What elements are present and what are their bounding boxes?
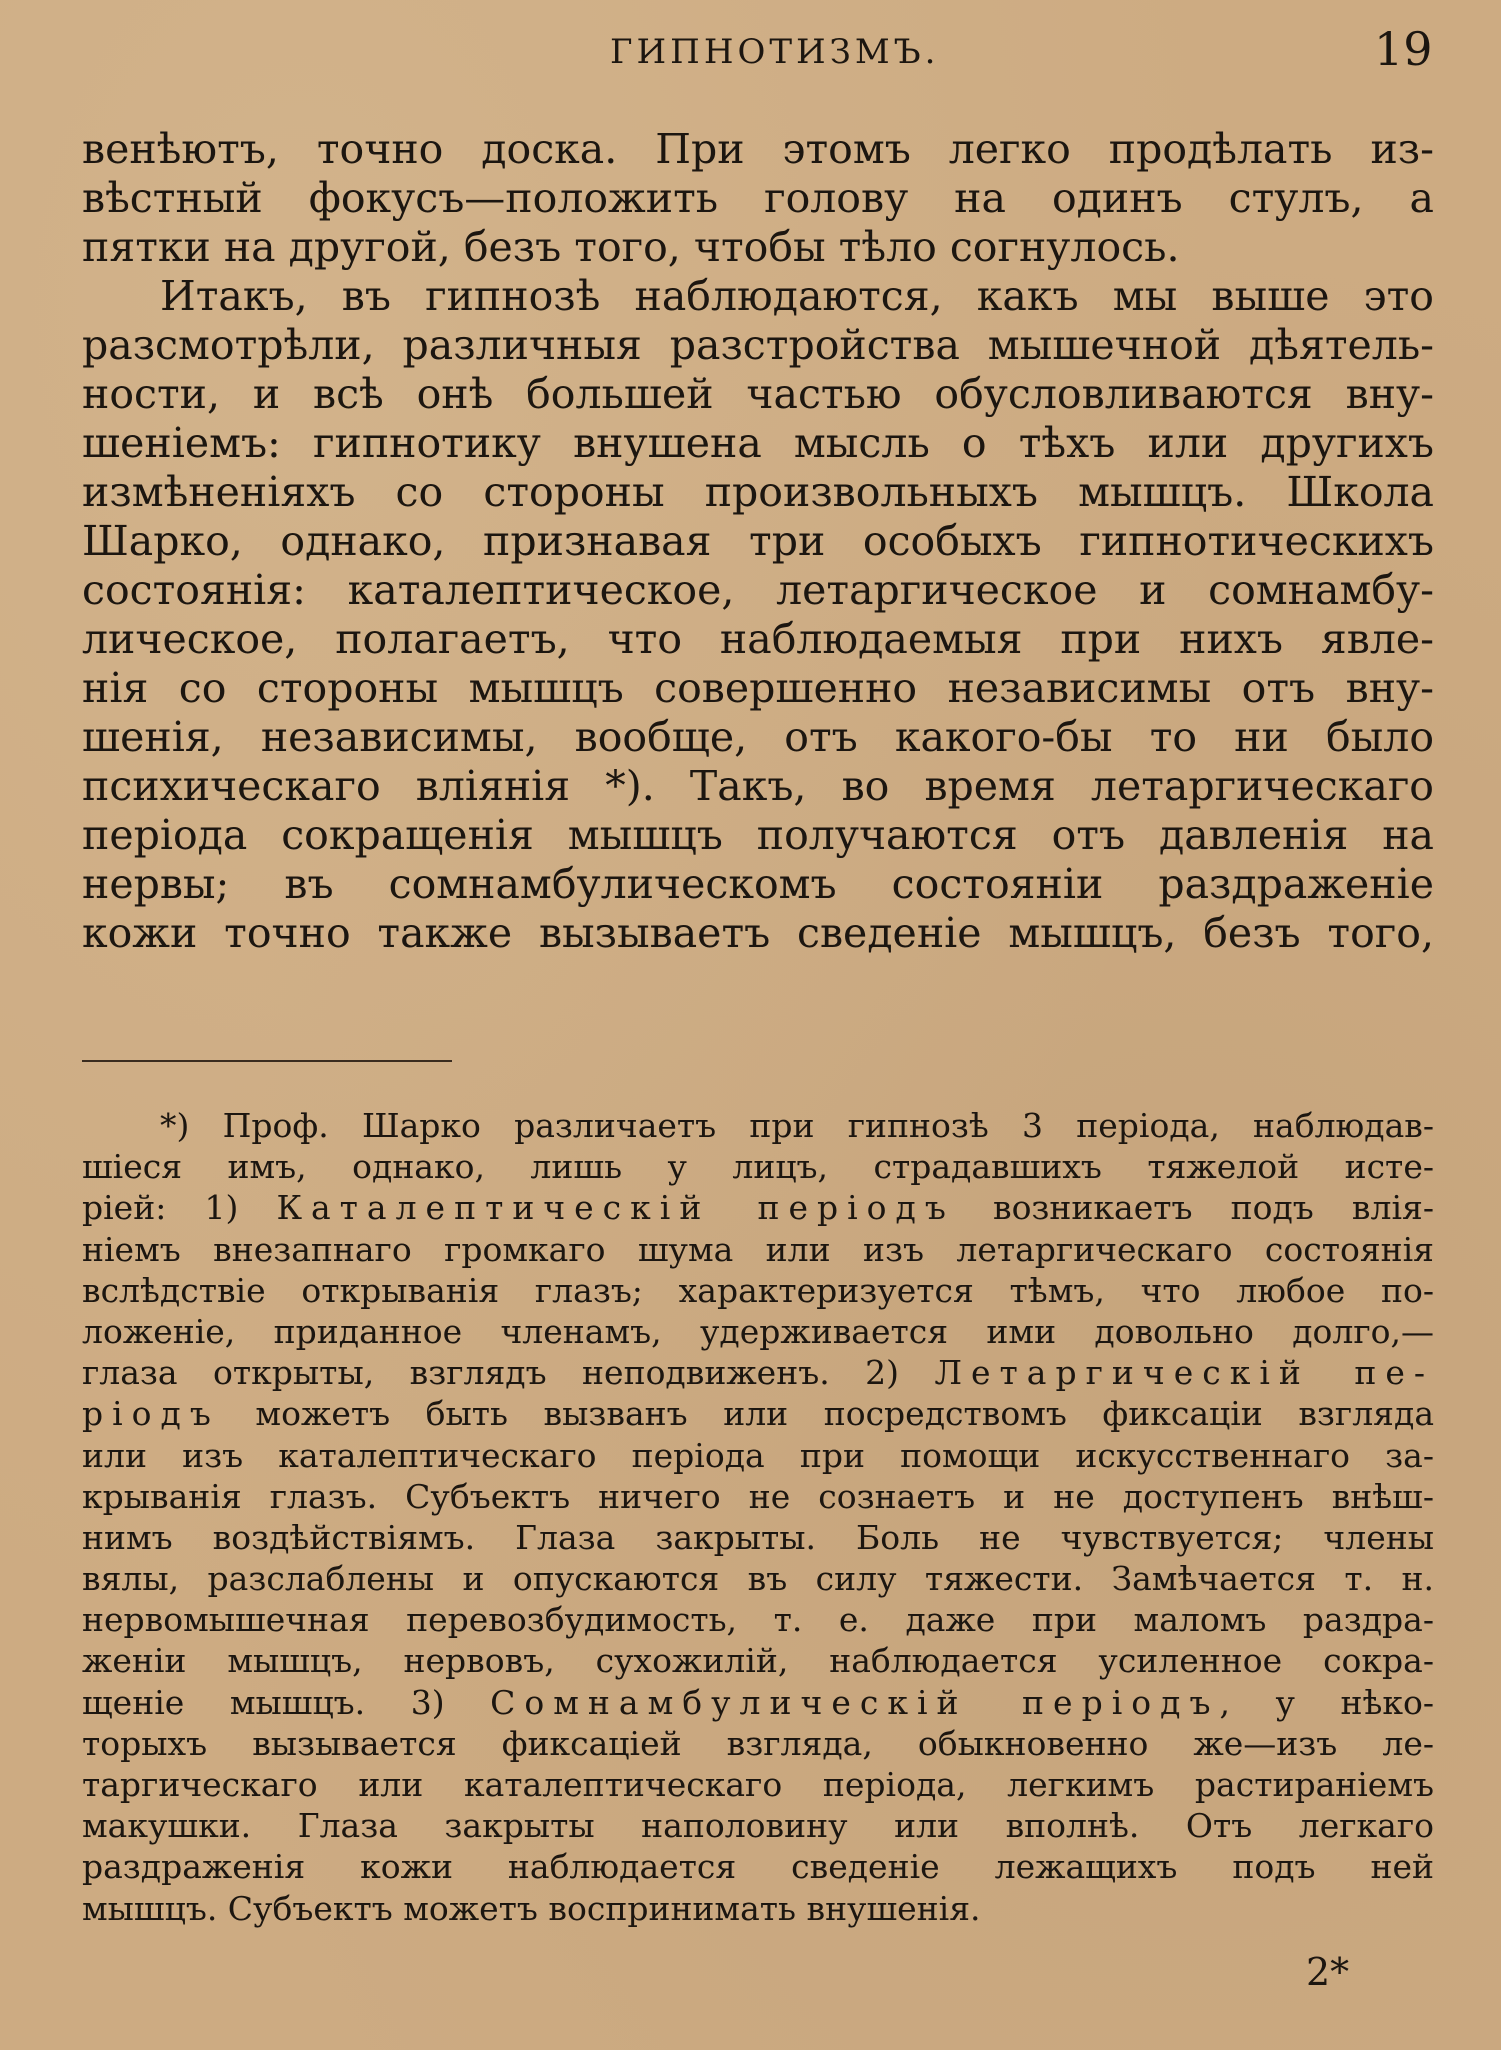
- footnote-text: можетъ быть вызванъ или посредствомъ фиксаціи взгляда: [219, 1394, 1434, 1434]
- text-line: лическое, полагаетъ, что наблюдаемыя при нихъ явле-: [82, 615, 1434, 663]
- text-line: измѣненіяхъ со стороны произвольныхъ мышцъ. Школа: [82, 468, 1434, 516]
- footnote-line: крыванія глазъ. Субъектъ ничего не сознаетъ и не доступенъ внѣш-: [82, 1476, 1434, 1516]
- text-line: нія со стороны мышцъ совершенно независимы отъ вну-: [82, 664, 1434, 712]
- footnote-line: вялы, разслаблены и опускаются въ силу тяжести. Замѣчается т. н.: [82, 1559, 1434, 1599]
- text-line: періода сокращенія мышцъ получаются отъ давленія на: [82, 811, 1434, 859]
- footnote-line: или изъ каталептическаго періода при помощи искусственнаго за-: [82, 1435, 1434, 1475]
- footnote-line: вслѣдствіе открыванія глазъ; характеризуется тѣмъ, что любое по-: [82, 1270, 1434, 1310]
- footnote-line: ніемъ внезапнаго громкаго шума или изъ летаргическаго состоянія: [82, 1229, 1434, 1269]
- footnote-line: торыхъ вызывается фиксаціей взгляда, обыкновенно же—изъ ле-: [82, 1723, 1434, 1763]
- text-line: ности, и всѣ онѣ большей частью обусловливаются вну-: [82, 370, 1434, 418]
- footnote: [82, 1105, 1434, 1929]
- footnote-text: , у нѣко-: [1219, 1682, 1434, 1722]
- footnote-line: нимъ воздѣйствіямъ. Глаза закрыты. Боль не чувствуется; члены: [82, 1517, 1434, 1557]
- text-line: шенія, независимы, вообще, отъ какого-бы то ни было: [82, 713, 1434, 761]
- signature-mark: 2*: [1306, 1950, 1350, 1994]
- text-line: венѣютъ, точно доска. При этомъ легко продѣлать из-: [82, 125, 1434, 173]
- footnote-text: щеніе мышцъ. 3): [82, 1682, 491, 1722]
- footnote-line: *) Проф. Шарко различаетъ при гипнозѣ 3 періода, наблюдав-: [160, 1106, 1434, 1145]
- page-title: ГИПНОТИЗМЪ.: [610, 32, 940, 72]
- footnote-line: [82, 1187, 1434, 1228]
- footnote-line: женіи мышцъ, нервовъ, сухожилій, наблюдается усиленное сокра-: [82, 1641, 1434, 1681]
- text-line: шеніемъ: гипнотику внушена мысль о тѣхъ или другихъ: [82, 419, 1434, 467]
- footnote-line: шіеся имъ, однако, лишь у лицъ, страдавшихъ тяжелой исте-: [82, 1147, 1434, 1187]
- running-head: [0, 22, 1501, 82]
- text-line: состоянія: каталептическое, летаргическое и сомнамбу-: [82, 566, 1434, 614]
- footnote-divider: [82, 1060, 452, 1062]
- main-text: [82, 125, 1434, 958]
- footnote-text: возникаетъ подъ влія-: [954, 1188, 1434, 1228]
- footnote-line: ложеніе, приданное членамъ, удерживается ими довольно долго,—: [82, 1311, 1434, 1351]
- text-line: разсмотрѣли, различныя разстройства мышечной дѣятель-: [82, 321, 1434, 369]
- text-line: пятки на другой, безъ того, чтобы тѣло согнулось.: [82, 223, 1180, 271]
- footnote-line: [82, 1682, 1434, 1723]
- footnote-line: нервомышечная перевозбудимость, т. е. даже при маломъ раздра-: [82, 1600, 1434, 1640]
- spaced-term-somnambulism: Сомнамбулическій періодъ: [490, 1682, 1220, 1722]
- footnote-text: ріей: 1): [82, 1188, 277, 1228]
- text-line: психическаго вліянія *). Такъ, во время летаргическаго: [82, 762, 1434, 810]
- text-line: Шарко, однако, признавая три особыхъ гипнотическихъ: [82, 517, 1434, 565]
- footnote-line: мышцъ. Субъектъ можетъ воспринимать внушенія.: [82, 1888, 981, 1928]
- text-line: кожи точно также вызываетъ сведеніе мышцъ, безъ того,: [82, 909, 1434, 957]
- text-line: вѣстный фокусъ—положить голову на одинъ стулъ, а: [82, 174, 1434, 222]
- text-line: нервы; въ сомнамбулическомъ состояніи раздраженіе: [82, 860, 1434, 908]
- spaced-term-lethargy: Летаргическій пе-: [934, 1353, 1434, 1393]
- footnote-line: [82, 1393, 1434, 1434]
- text-line: Итакъ, въ гипнозѣ наблюдаются, какъ мы выше это: [160, 272, 1434, 320]
- spaced-term-lethargy-end: ріодъ: [82, 1394, 220, 1434]
- footnote-line: макушки. Глаза закрыты наполовину или вполнѣ. Отъ легкаго: [82, 1806, 1434, 1846]
- footnote-text: глаза открыты, взглядъ неподвиженъ. 2): [82, 1353, 935, 1393]
- spaced-term-catalepsy: Каталептическій періодъ: [276, 1188, 955, 1228]
- footnote-line: раздраженія кожи наблюдается сведеніе лежащихъ подъ ней: [82, 1847, 1434, 1887]
- page-number: 19: [1374, 22, 1433, 76]
- footnote-line: таргическаго или каталептическаго періода, легкимъ растираніемъ: [82, 1765, 1434, 1804]
- footnote-line: [82, 1352, 1434, 1393]
